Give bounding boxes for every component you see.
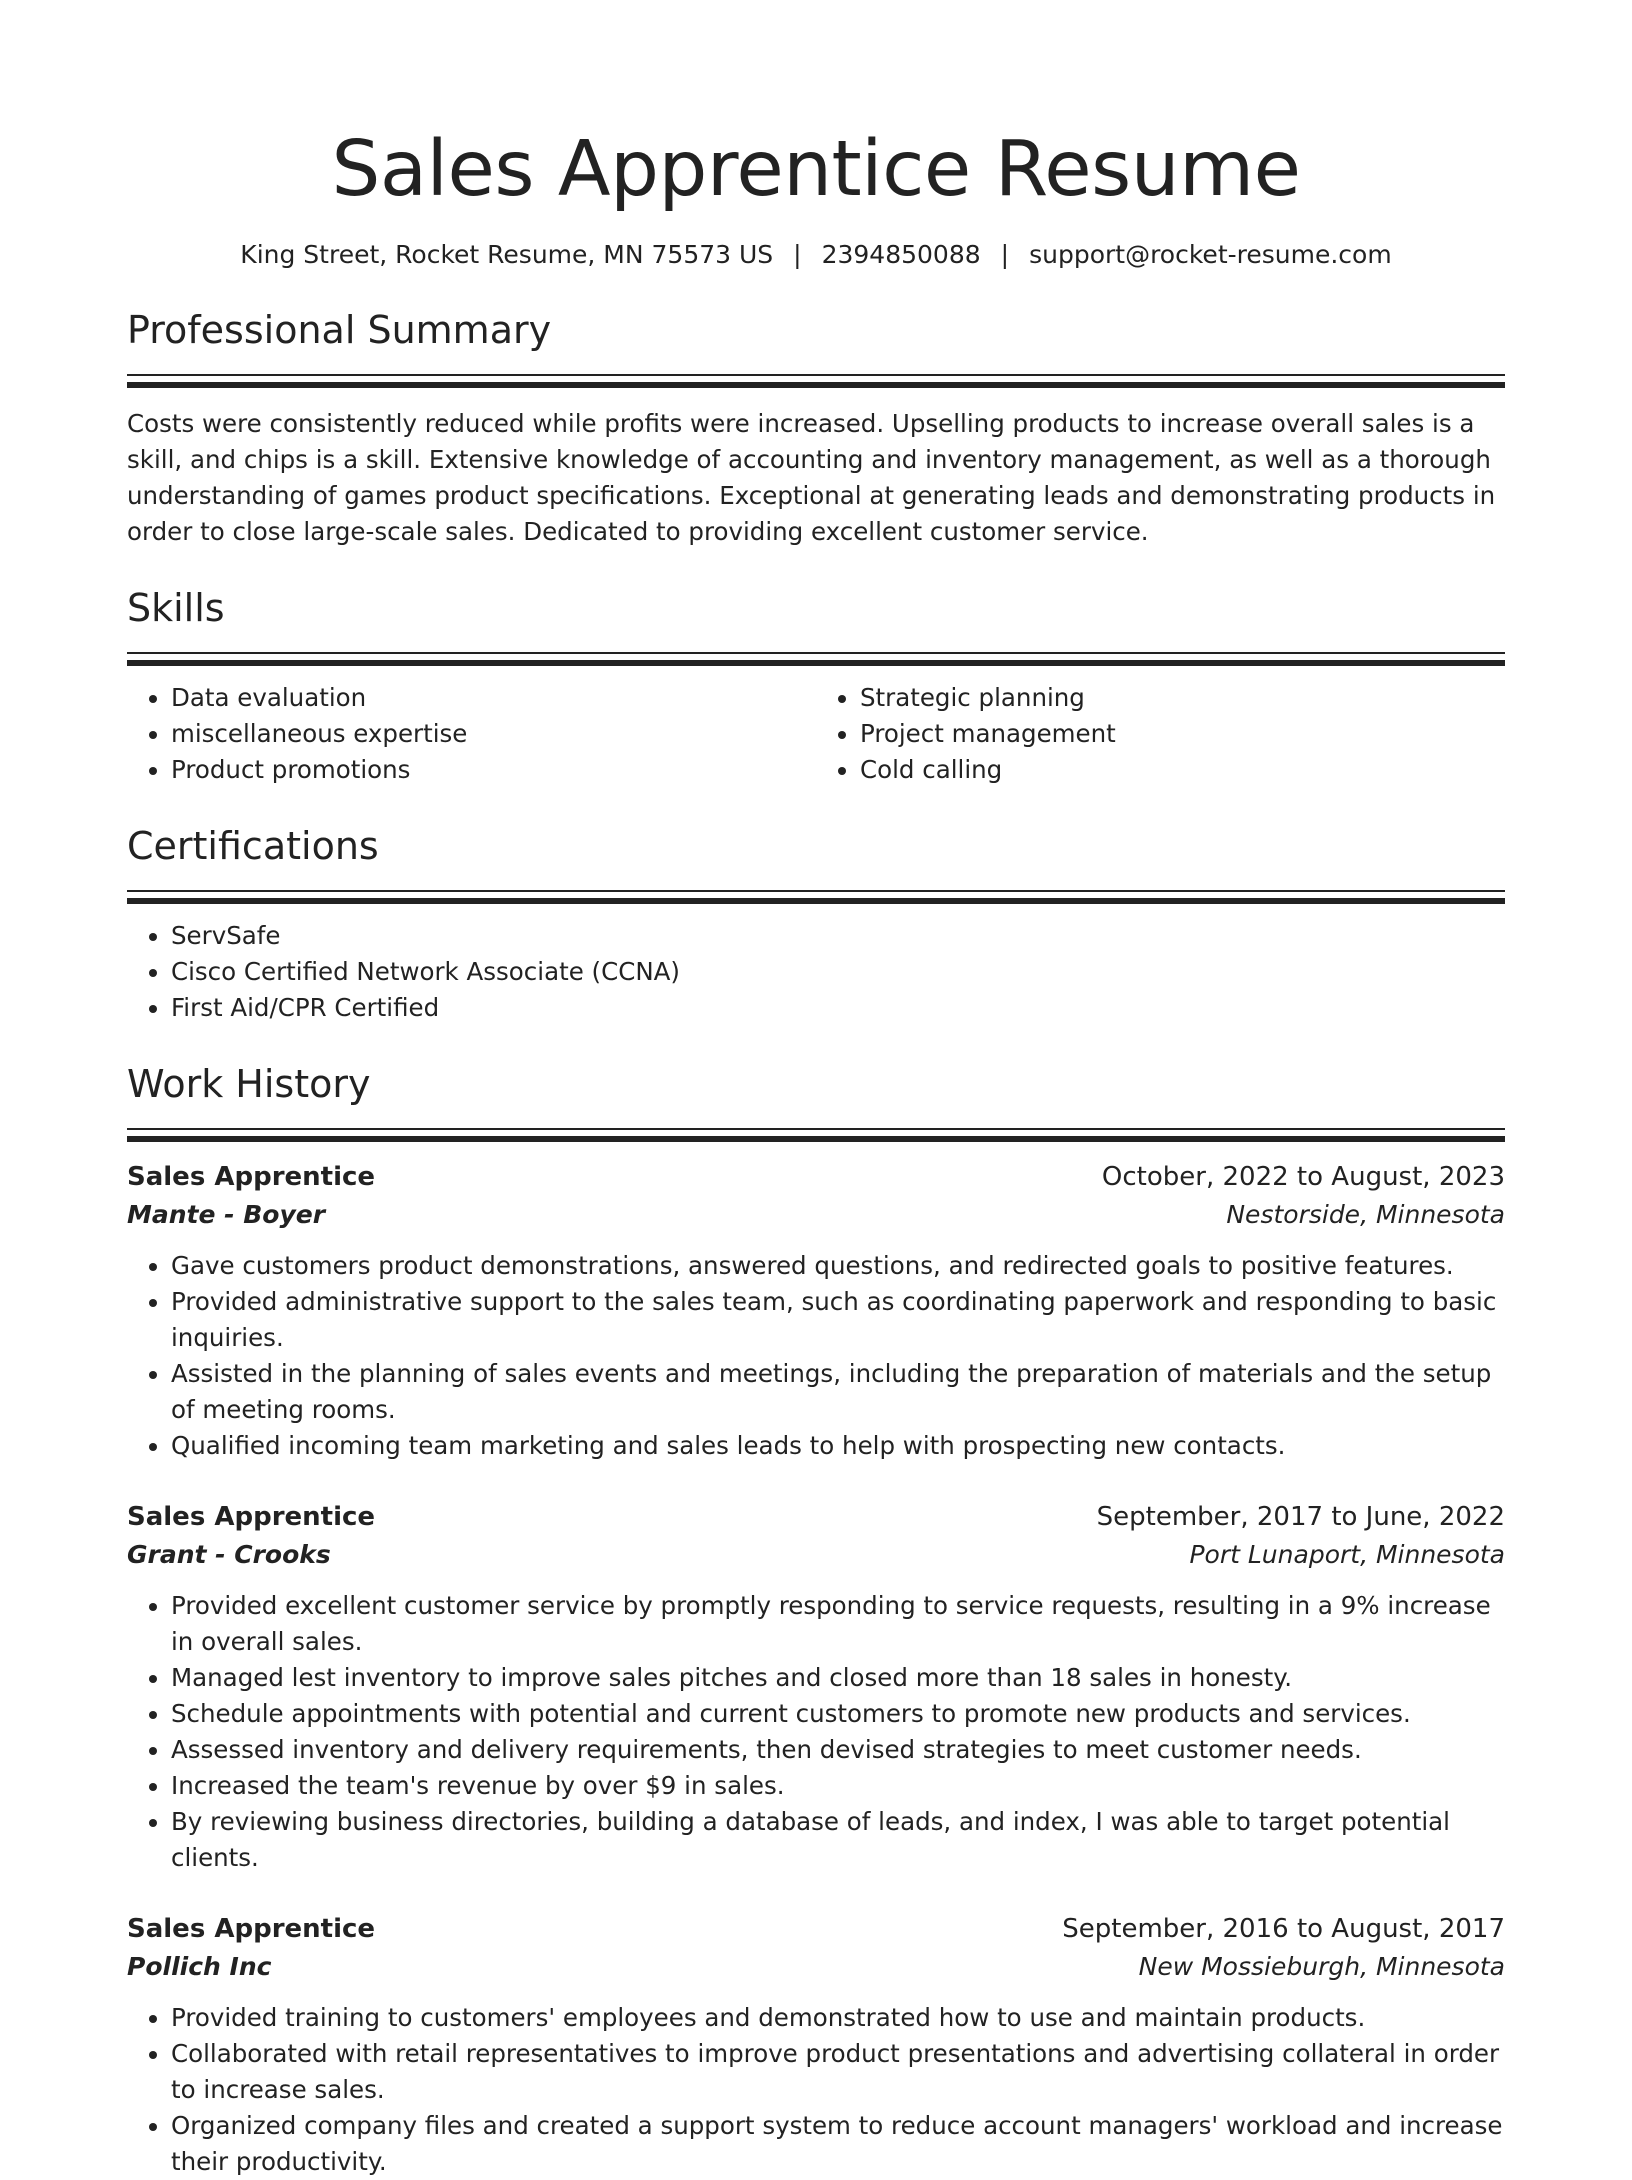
section-divider (127, 374, 1505, 388)
section-divider (127, 890, 1505, 904)
job-bullets (127, 2000, 1505, 2180)
work-history-section-header (127, 1062, 1505, 1142)
summary-section-header (127, 308, 1505, 388)
certification-item: • First Aid/CPR Certified (171, 990, 1505, 1026)
job-header-row (127, 1910, 1505, 1948)
job-subheader-row (127, 1196, 1505, 1234)
contact-separator: | (1000, 240, 1010, 269)
skill-item: • Data evaluation (171, 680, 816, 716)
job-bullet: • Qualified incoming team marketing and sales leads to help with prospecting new contacts. (171, 1428, 1505, 1464)
resume-title: Sales Apprentice Resume (331, 125, 1301, 214)
job-entry (127, 1498, 1505, 1876)
certification-item: • ServSafe (171, 918, 1505, 954)
job-title: Sales Apprentice (127, 1502, 376, 1532)
contact-address: King Street, Rocket Resume, MN 75573 US (240, 240, 774, 269)
job-entry (127, 1158, 1505, 1464)
contact-separator: | (793, 240, 802, 269)
section-divider (127, 652, 1505, 666)
job-bullet: • Managed lest inventory to improve sales pitches and closed more than 18 sales in honesty. (171, 1660, 1505, 1696)
summary-text: Costs were consistently reduced while profits were increased. Upselling products to increase overall sales is a skill, and chips is a skill. Extensive knowledge of accounting and inventory management, as well as a thorough understanding of games product specifications. Exceptional at generating leads and demonstrating products in order to close large-scale sales. Dedicated to providing excellent customer service. (127, 409, 1496, 546)
job-dates: September, 2017 to June, 2022 (1096, 1502, 1505, 1532)
job-bullet: • Organized company files and created a support system to reduce account managers' workload and increase their productivity. (171, 2108, 1505, 2180)
skill-item: • Product promotions (171, 752, 816, 788)
certification-item: • Cisco Certified Network Associate (CCNA) (171, 954, 1505, 990)
skills-column-right (816, 680, 1505, 788)
job-title: Sales Apprentice (127, 1914, 376, 1944)
job-bullet: • Assisted in the planning of sales events and meetings, including the preparation of materials and the setup of meeting rooms. (171, 1356, 1505, 1428)
job-company: Grant - Crooks (127, 1540, 331, 1569)
job-location: Port Lunaport, Minnesota (1189, 1540, 1505, 1569)
job-location: New Mossieburgh, Minnesota (1138, 1952, 1505, 1981)
job-subheader-row (127, 1536, 1505, 1574)
skill-item: • Project management (860, 716, 1505, 752)
section-title-certifications: Certifications (127, 824, 379, 868)
job-bullet: • Collaborated with retail representatives to improve product presentations and advertising collateral in order to increase sales. (171, 2036, 1505, 2108)
contact-email: support@rocket-resume.com (1029, 240, 1392, 269)
job-header-row (127, 1158, 1505, 1196)
job-bullet: • Provided excellent customer service by promptly responding to service requests, resulting in a 9% increase in overall sales. (171, 1588, 1505, 1660)
skills-column-left (127, 680, 816, 788)
job-bullet: • Assessed inventory and delivery requirements, then devised strategies to meet customer needs. (171, 1732, 1505, 1768)
job-bullet: • Schedule appointments with potential and current customers to promote new products and services. (171, 1696, 1505, 1732)
job-company: Mante - Boyer (127, 1200, 326, 1229)
job-title: Sales Apprentice (127, 1162, 376, 1192)
job-bullet: • By reviewing business directories, building a database of leads, and index, I was able to target potential clients. (171, 1804, 1505, 1876)
job-dates: October, 2022 to August, 2023 (1101, 1162, 1505, 1192)
job-company: Pollich Inc (127, 1952, 272, 1981)
contact-phone: 2394850088 (821, 240, 981, 269)
job-bullets (127, 1248, 1505, 1464)
section-title-skills: Skills (127, 586, 225, 630)
job-location: Nestorside, Minnesota (1226, 1200, 1505, 1229)
job-bullet: • Gave customers product demonstrations, answered questions, and redirected goals to positive features. (171, 1248, 1505, 1284)
certifications-section-header (127, 824, 1505, 904)
job-bullet: • Provided training to customers' employees and demonstrated how to use and maintain products. (171, 2000, 1505, 2036)
skill-item: • Strategic planning (860, 680, 1505, 716)
job-subheader-row (127, 1948, 1505, 1986)
job-entry (127, 1910, 1505, 2180)
job-header-row (127, 1498, 1505, 1536)
section-title-work-history: Work History (127, 1062, 371, 1106)
skill-item: • miscellaneous expertise (171, 716, 816, 752)
section-title-summary: Professional Summary (127, 308, 552, 352)
job-dates: September, 2016 to August, 2017 (1062, 1914, 1505, 1944)
skills-list (127, 680, 1505, 788)
job-bullets (127, 1588, 1505, 1876)
job-bullet: • Provided administrative support to the sales team, such as coordinating paperwork and responding to basic inquiries. (171, 1284, 1505, 1356)
job-bullet: • Increased the team's revenue by over $9 in sales. (171, 1768, 1505, 1804)
skills-section-header (127, 586, 1505, 666)
contact-line (127, 238, 1505, 272)
section-divider (127, 1128, 1505, 1142)
certifications-list (127, 918, 1505, 1026)
skill-item: • Cold calling (860, 752, 1505, 788)
